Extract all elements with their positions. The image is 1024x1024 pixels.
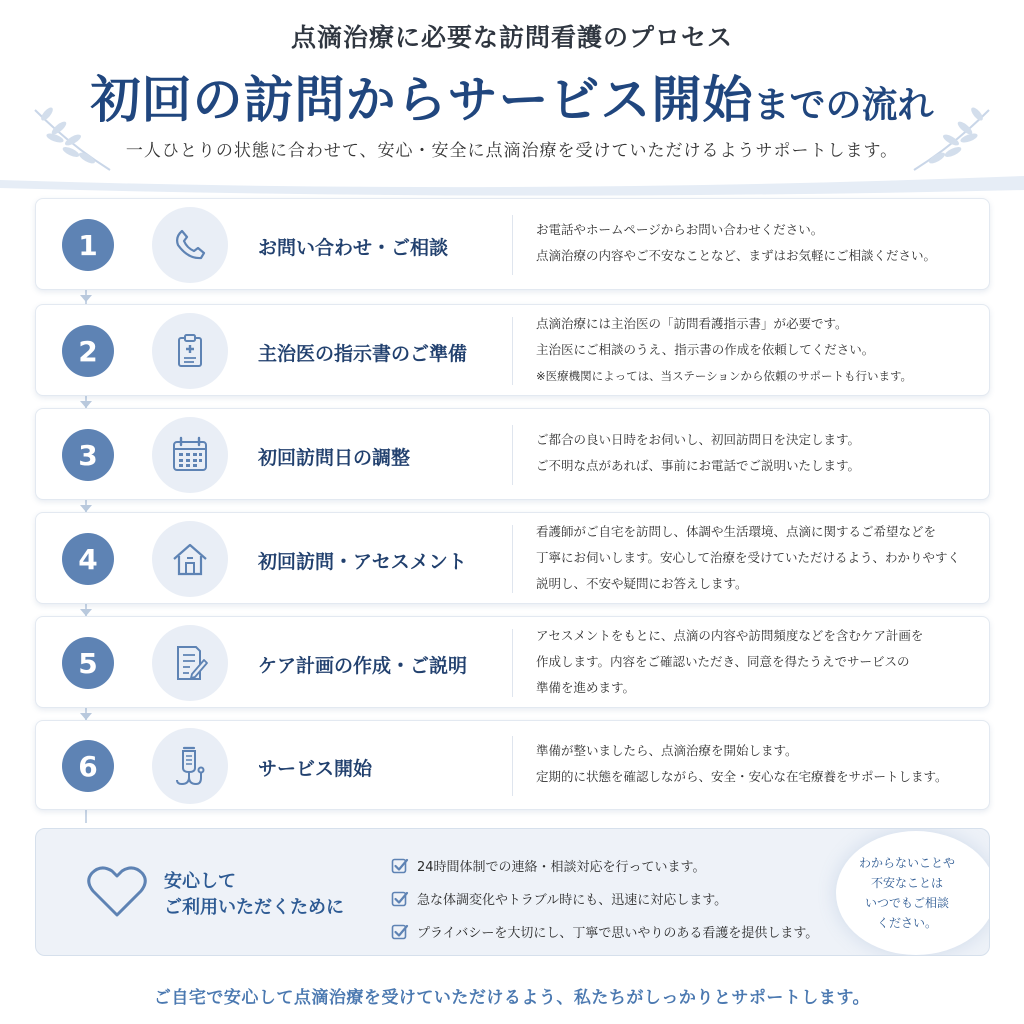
badge-line: ください。	[876, 916, 937, 930]
assurance-title-line: ご利用いただくために	[164, 897, 344, 918]
step-description-line: お電話やホームページからお問い合わせください。	[536, 222, 824, 237]
page-title	[0, 60, 1024, 132]
step-divider	[512, 215, 513, 275]
step-card-1	[35, 198, 990, 290]
step-number: 4	[62, 533, 114, 585]
check-item	[391, 915, 818, 948]
step-description	[536, 623, 981, 701]
step-description-line: 定期的に状態を確認しながら、安全・安心な在宅療養をサポートします。	[536, 769, 948, 784]
step-card-4	[35, 512, 990, 604]
step-icon-circle	[152, 207, 228, 283]
step-icon-circle	[152, 728, 228, 804]
step-number: 3	[62, 429, 114, 481]
step-title: 初回訪問日の調整	[258, 447, 411, 469]
step-description	[536, 311, 981, 389]
check-item	[391, 849, 818, 882]
step-divider	[512, 736, 513, 796]
badge-line: 不安なことは	[870, 876, 943, 890]
footer-message: ご自宅で安心して点滴治療を受けていただけるよう、私たちがしっかりとサポートします。	[153, 988, 871, 1008]
step-number: 5	[62, 637, 114, 689]
check-item	[391, 882, 818, 915]
step-description	[536, 217, 981, 269]
check-item-text: 急な体調変化やトラブル時にも、迅速に対応します。	[417, 893, 728, 908]
step-divider	[512, 629, 513, 697]
consult-badge	[836, 831, 990, 955]
step-divider	[512, 525, 513, 593]
check-item-text: プライバシーを大切にし、丁寧で思いやりのある看護を提供します。	[417, 926, 819, 941]
step-description	[536, 738, 981, 790]
down-arrow-icon	[80, 295, 92, 302]
heart-icon	[86, 863, 148, 919]
step-icon-circle	[152, 625, 228, 701]
down-arrow-icon	[80, 401, 92, 408]
step-title: お問い合わせ・ご相談	[258, 237, 449, 259]
header	[0, 0, 1024, 195]
step-title: サービス開始	[258, 758, 373, 780]
assurance-title	[164, 869, 344, 921]
swoosh-decoration	[0, 168, 1024, 198]
step-description	[536, 519, 981, 597]
step-icon-circle	[152, 313, 228, 389]
step-description-line: 点滴治療には主治医の「訪問看護指示書」が必要です。	[536, 316, 848, 331]
step-card-2	[35, 304, 990, 396]
step-card-6	[35, 720, 990, 810]
step-card-5	[35, 616, 990, 708]
iv-drip-icon	[168, 744, 212, 788]
phone-icon	[170, 225, 210, 265]
step-number: 6	[62, 740, 114, 792]
step-description-line: 説明し、不安や疑問にお答えします。	[536, 576, 748, 591]
step-divider	[512, 425, 513, 485]
step-title: 初回訪問・アセスメント	[258, 551, 467, 573]
step-number: 2	[62, 325, 114, 377]
step-description-line: 作成します。内容をご確認いただき、同意を得たうえでサービスの	[536, 654, 910, 669]
badge-line: わからないことや	[858, 856, 955, 870]
checkbox-checked-icon	[391, 890, 409, 908]
down-arrow-icon	[80, 609, 92, 616]
step-divider	[512, 317, 513, 385]
assurance-panel	[35, 828, 990, 956]
document-pen-icon	[168, 641, 212, 685]
step-icon-circle	[152, 521, 228, 597]
step-description-line: アセスメントをもとに、点滴の内容や訪問頻度などを含むケア計画を	[536, 628, 924, 643]
page-subtitle: 一人ひとりの状態に合わせて、安心・安全に点滴治療を受けていただけるようサポートします。	[125, 141, 899, 161]
assurance-title-line: 安心して	[164, 871, 236, 892]
clipboard-medical-icon	[170, 331, 210, 371]
assurance-checklist	[391, 849, 818, 948]
checkbox-checked-icon	[391, 857, 409, 875]
house-icon	[168, 537, 212, 581]
step-icon-circle	[152, 417, 228, 493]
step-description-line: 点滴治療の内容やご不安なことなど、まずはお気軽にご相談ください。	[536, 248, 937, 263]
step-description-line: ご都合の良い日時をお伺いし、初回訪問日を決定します。	[536, 432, 861, 447]
step-number: 1	[62, 219, 114, 271]
page-title-main: 初回の訪問からサービス開始	[90, 70, 754, 129]
supertitle: 点滴治療に必要な訪問看護のプロセス	[290, 23, 733, 52]
step-description-line: 準備が整いましたら、点滴治療を開始します。	[536, 743, 798, 758]
badge-line: いつでもご相談	[864, 896, 949, 910]
step-description-line: 丁寧にお伺いします。安心して治療を受けていただけるよう、わかりやすく	[536, 550, 961, 565]
checkbox-checked-icon	[391, 923, 409, 941]
step-description-line: 看護師がご自宅を訪問し、体調や生活環境、点滴に関するご希望などを	[536, 524, 937, 539]
step-description	[536, 427, 981, 479]
step-description-line: ご不明な点があれば、事前にお電話でご説明いたします。	[536, 458, 861, 473]
calendar-icon	[169, 434, 211, 476]
step-description-line: 主治医にご相談のうえ、指示書の作成を依頼してください。	[536, 342, 875, 357]
down-arrow-icon	[80, 505, 92, 512]
down-arrow-icon	[80, 713, 92, 720]
step-card-3	[35, 408, 990, 500]
step-description-note: ※医療機関によっては、当ステーションから依頼のサポートも行います。	[536, 369, 913, 383]
page-title-tail: までの流れ	[753, 84, 934, 126]
step-title: 主治医の指示書のご準備	[258, 343, 468, 365]
step-description-line: 準備を進めます。	[536, 680, 636, 695]
check-item-text: 24時間体制での連絡・相談対応を行っています。	[417, 860, 706, 875]
step-title: ケア計画の作成・ご説明	[258, 655, 468, 677]
